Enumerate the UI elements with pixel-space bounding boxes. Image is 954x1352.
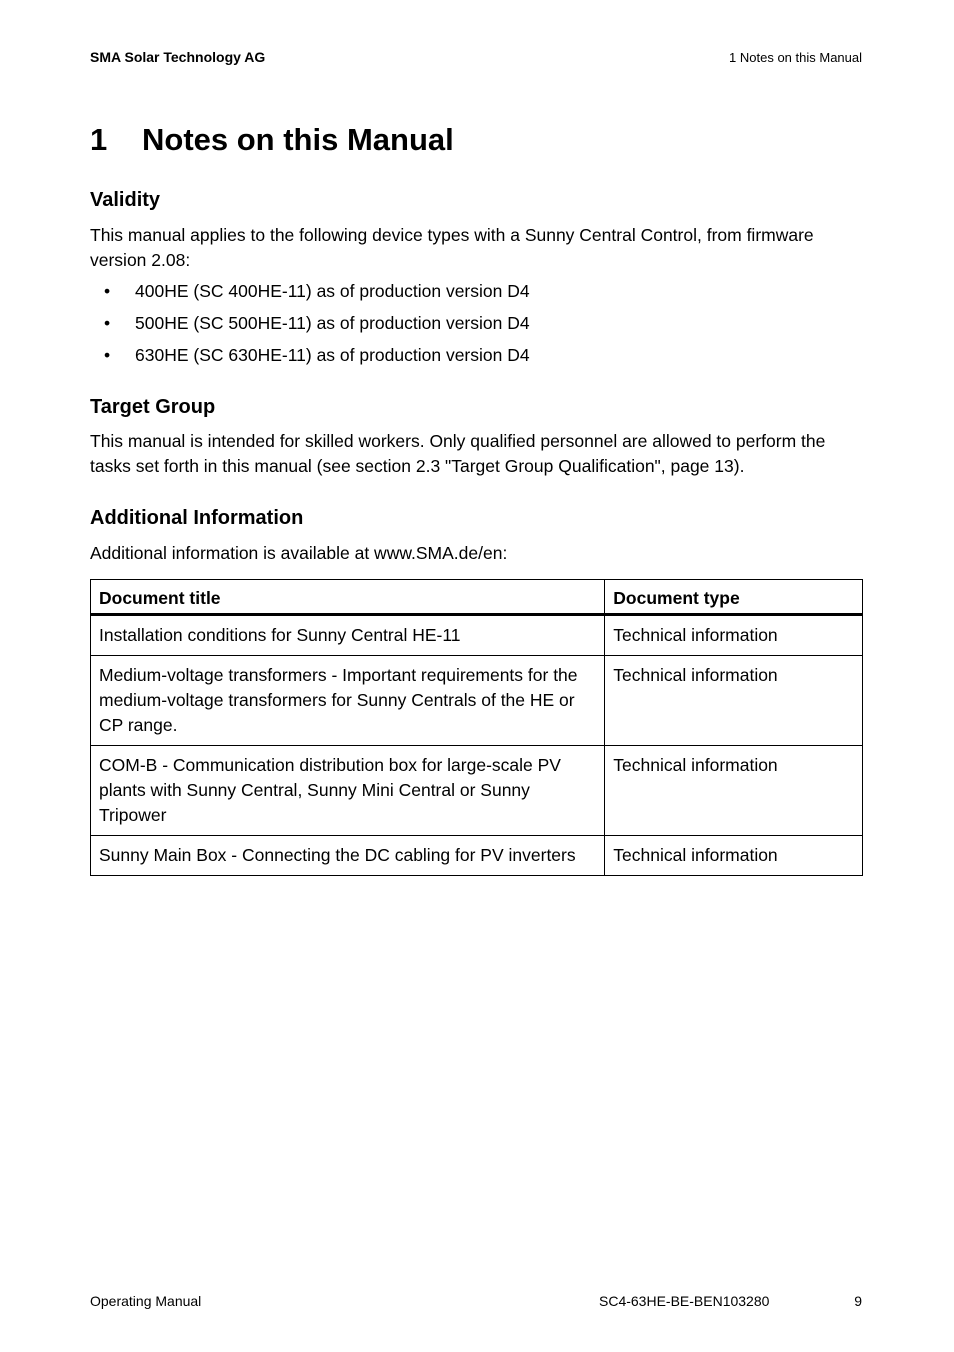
target-group-heading: Target Group bbox=[90, 396, 216, 418]
additional-info-intro: Additional information is available at www.SMA.de/en: bbox=[90, 543, 508, 563]
chapter-number: 1 bbox=[90, 122, 108, 157]
column-header-document-title: Document title bbox=[91, 580, 605, 615]
footer-doc-name: Operating Manual bbox=[90, 1293, 202, 1309]
list-item: • 500HE (SC 500HE-11) as of production version D4 bbox=[90, 311, 530, 343]
bullet-icon: • bbox=[104, 281, 111, 301]
documents-table bbox=[90, 579, 863, 876]
document-type-cell: Technical information bbox=[605, 615, 863, 656]
chapter-title bbox=[90, 122, 454, 158]
footer-doc-code: SC4-63HE-BE-BEN103280 bbox=[599, 1293, 770, 1309]
document-type-cell: Technical information bbox=[605, 836, 863, 876]
validity-intro: This manual applies to the following device types with a Sunny Central Control, from firmware version 2.08: bbox=[90, 225, 814, 270]
validity-heading: Validity bbox=[90, 189, 161, 211]
table-header-row bbox=[91, 580, 863, 615]
header-section: 1 Notes on this Manual bbox=[729, 50, 862, 65]
table-row bbox=[91, 746, 863, 836]
document-title-cell: Medium-voltage transformers - Important requirements for the medium-voltage transformers for Sunny Centrals of the HE or CP range. bbox=[91, 656, 605, 746]
table-row bbox=[91, 656, 863, 746]
bullet-icon: • bbox=[104, 313, 111, 333]
header-company: SMA Solar Technology AG bbox=[90, 49, 266, 65]
list-item: • 400HE (SC 400HE-11) as of production version D4 bbox=[90, 279, 530, 311]
device-type-list bbox=[90, 279, 530, 375]
additional-info-heading: Additional Information bbox=[90, 507, 304, 529]
column-header-document-type: Document type bbox=[605, 580, 863, 615]
list-item: • 630HE (SC 630HE-11) as of production version D4 bbox=[90, 343, 530, 375]
document-title-cell: COM-B - Communication distribution box for large-scale PV plants with Sunny Central, Sunny Mini Central or Sunny Tripower bbox=[91, 746, 605, 836]
footer-page-number: 9 bbox=[854, 1293, 862, 1309]
table-row bbox=[91, 836, 863, 876]
table-row bbox=[91, 615, 863, 656]
target-group-text: This manual is intended for skilled workers. Only qualified personnel are allowed to perform the tasks set forth in this manual (see section 2.3 "Target Group Qualification", page 13). bbox=[90, 431, 826, 476]
document-type-cell: Technical information bbox=[605, 656, 863, 746]
document-title-cell: Installation conditions for Sunny Central HE-11 bbox=[91, 615, 605, 656]
bullet-icon: • bbox=[104, 345, 111, 365]
chapter-title-text: Notes on this Manual bbox=[142, 122, 454, 157]
document-title-cell: Sunny Main Box - Connecting the DC cabling for PV inverters bbox=[91, 836, 605, 876]
document-type-cell: Technical information bbox=[605, 746, 863, 836]
